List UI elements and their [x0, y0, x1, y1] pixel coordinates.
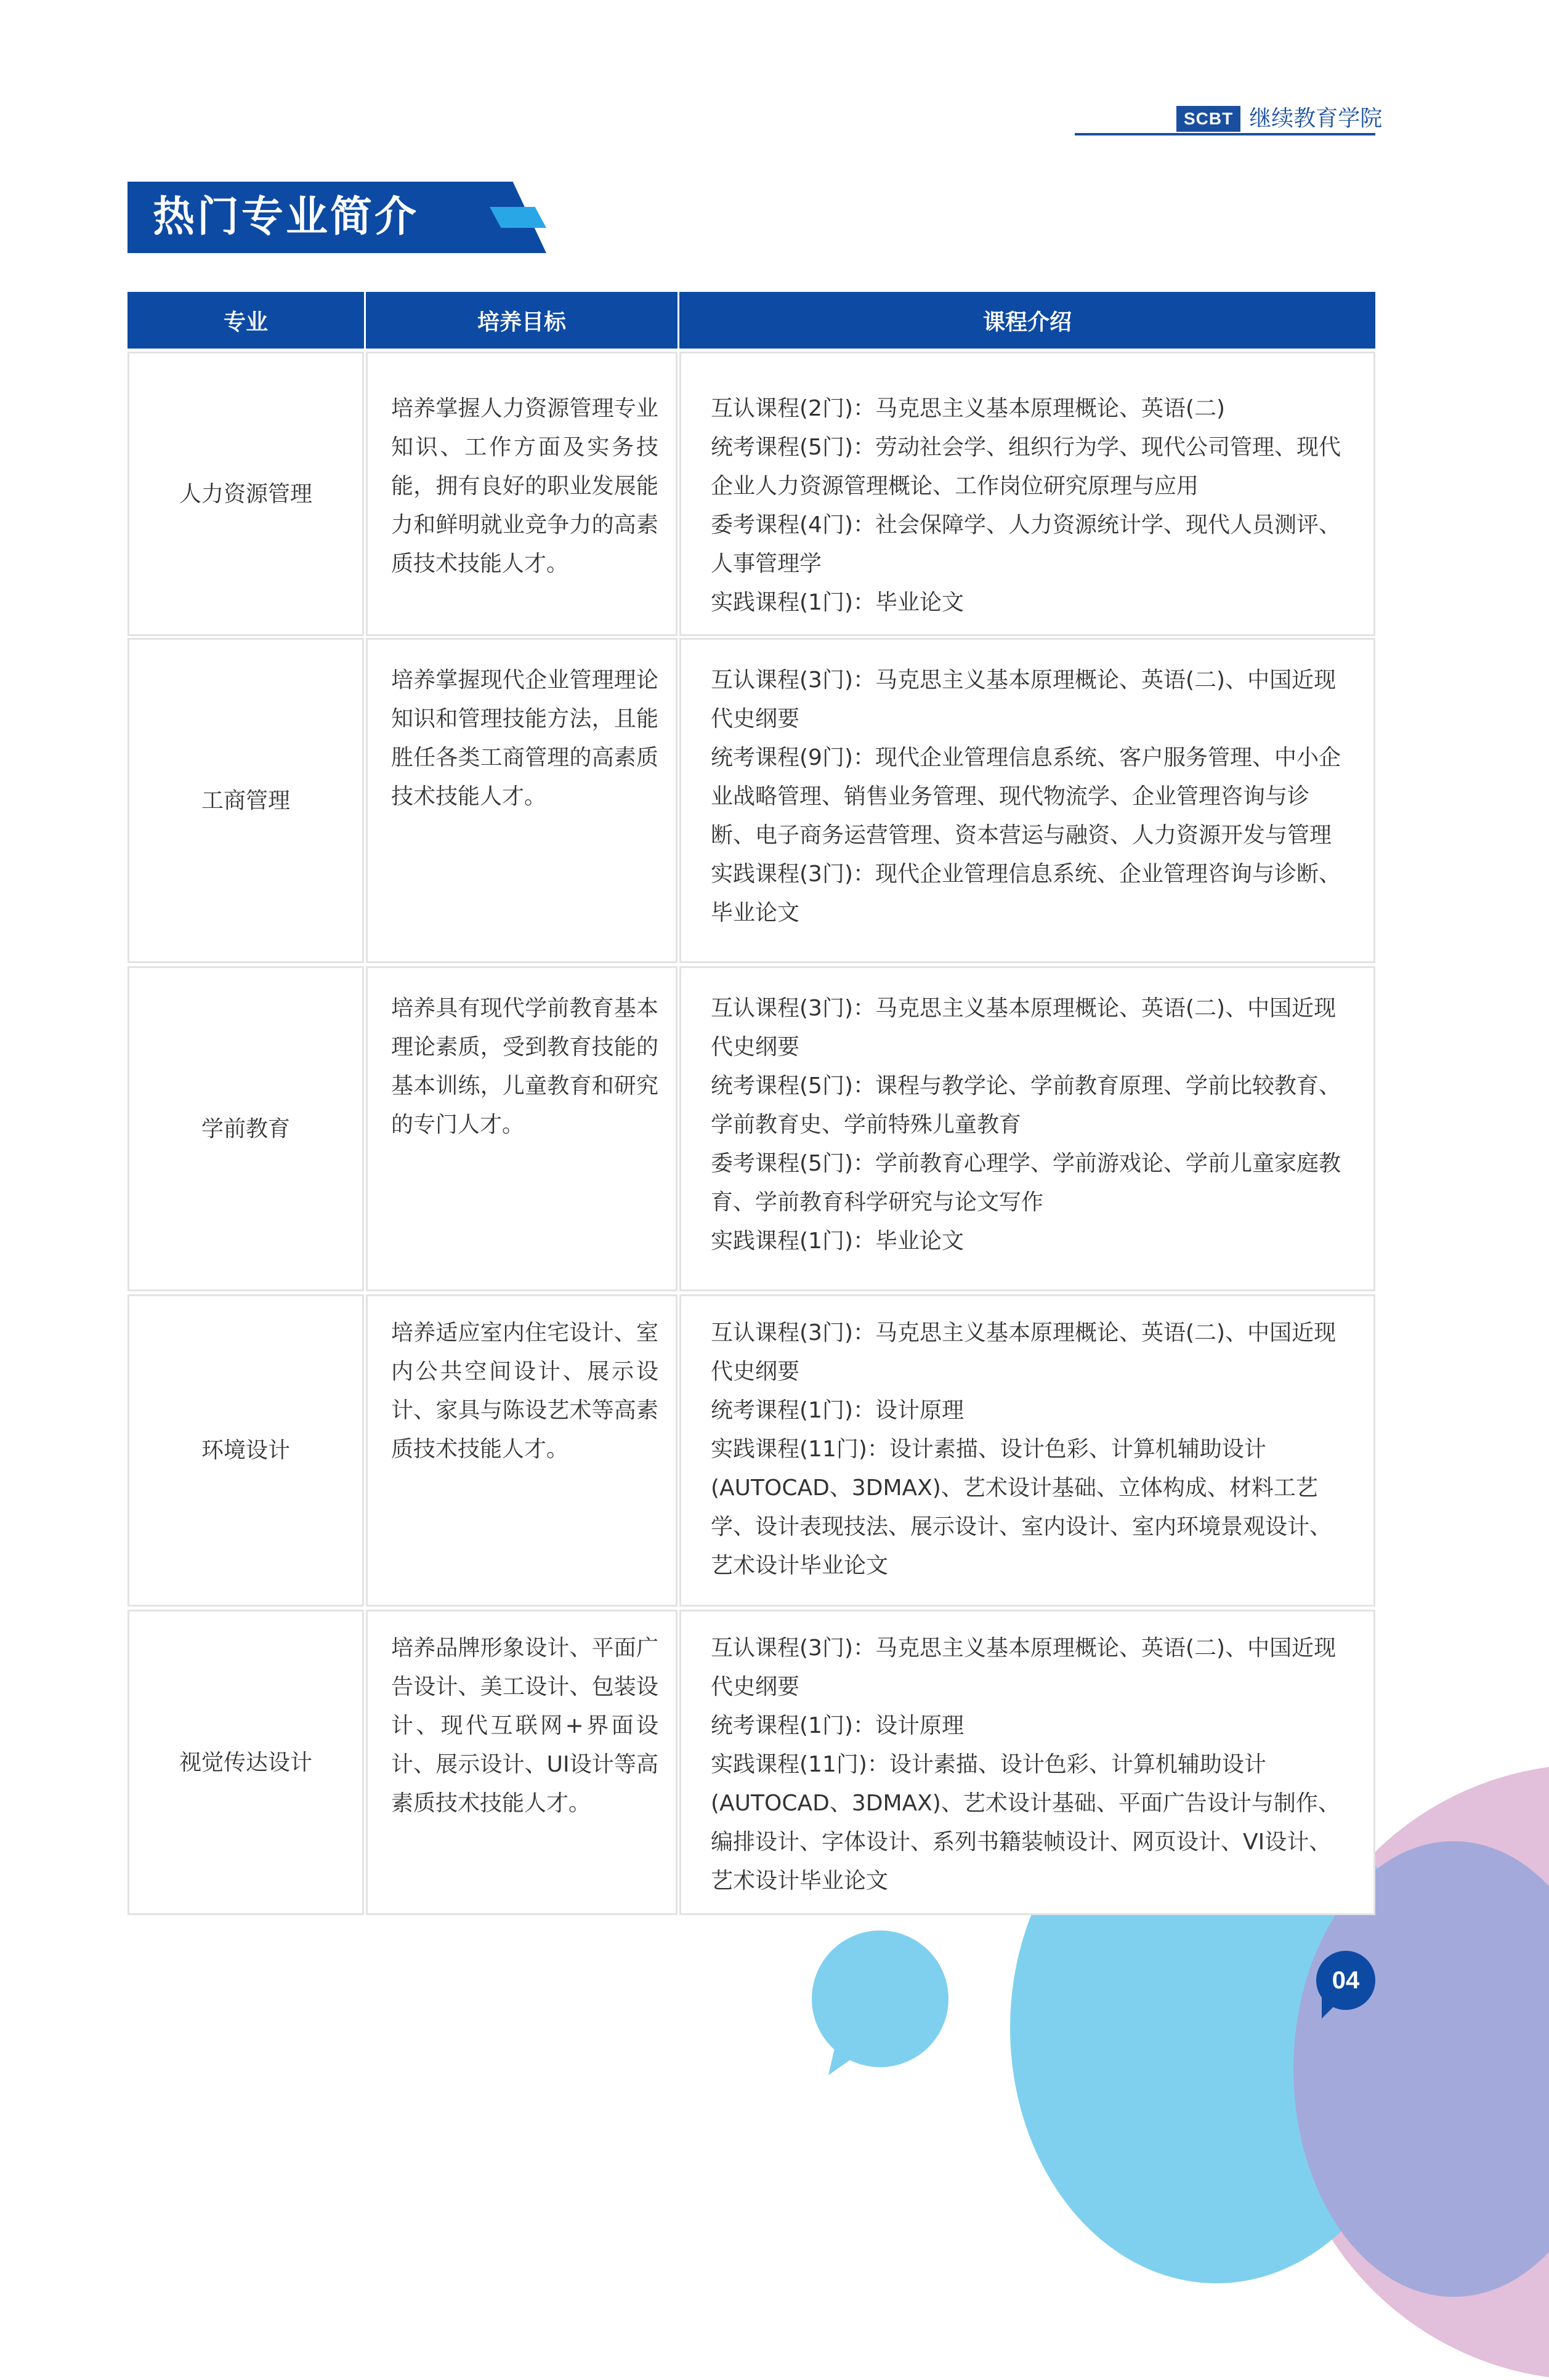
table-row	[127, 1610, 1375, 1915]
page-number: 04	[1316, 1951, 1375, 2010]
course-line: 实践课程(11门)：设计素描、设计色彩、计算机辅助设计(AUTOCAD、3DMAX)、艺术设计基础、平面广告设计与制作、编排设计、字体设计、系列书籍装帧设计、网页设计、VI设计、艺术设计毕业论文	[711, 1752, 1340, 1894]
course-line: 互认课程(3门)：马克思主义基本原理概论、英语(二)、中国近现代史纲要	[711, 996, 1337, 1060]
header-major: 专业	[127, 292, 364, 349]
course-line: 实践课程(3门)：现代企业管理信息系统、企业管理咨询与诊断、毕业论文	[711, 861, 1341, 926]
page-title: 热门专业简介	[153, 193, 419, 241]
brand-header	[1176, 106, 1382, 132]
course-line: 实践课程(11门)：设计素描、设计色彩、计算机辅助设计(AUTOCAD、3DMAX)、艺术设计基础、立体构成、材料工艺学、设计表现技法、展示设计、室内设计、室内环境景观设计、艺术设计毕业论文	[711, 1437, 1332, 1578]
course-line: 委考课程(4门)：社会保障学、人力资源统计学、现代人员测评、人事管理学	[711, 512, 1341, 576]
goal-cell: 培养适应室内住宅设计、室内公共空间设计、展示设计、家具与陈设艺术等高素质技术技能人才。	[366, 1294, 677, 1607]
course-line: 统考课程(1门)：设计原理	[711, 1713, 964, 1738]
major-cell: 环境设计	[127, 1294, 364, 1607]
course-line: 统考课程(9门)：现代企业管理信息系统、客户服务管理、中小企业战略管理、销售业务管理、现代物流学、企业管理咨询与诊断、电子商务运营管理、资本营运与融资、人力资源开发与管理	[711, 745, 1341, 848]
brand-name: 继续教育学院	[1249, 106, 1383, 131]
header-goal: 培养目标	[366, 292, 677, 349]
table-header	[127, 292, 1375, 349]
course-line: 互认课程(3门)：马克思主义基本原理概论、英语(二)、中国近现代史纲要	[711, 1320, 1337, 1384]
goal-cell: 培养品牌形象设计、平面广告设计、美工设计、包装设计、现代互联网+界面设计、展示设计、UI设计等高素质技术技能人才。	[366, 1610, 677, 1915]
course-line: 统考课程(5门)：劳动社会学、组织行为学、现代公司管理、现代企业人力资源管理概论、工作岗位研究原理与应用	[711, 435, 1341, 499]
course-line: 互认课程(2门)：马克思主义基本原理概论、英语(二)	[711, 396, 1226, 421]
table-row	[127, 966, 1375, 1291]
table-row	[127, 1294, 1375, 1607]
decor-speech-bubble	[812, 1930, 948, 2067]
courses-cell	[679, 352, 1375, 636]
goal-cell: 培养具有现代学前教育基本理论素质，受到教育技能的基本训练，儿童教育和研究的专门人才。	[366, 966, 677, 1291]
table-row	[127, 638, 1375, 963]
brand-badge: SCBT	[1176, 106, 1240, 132]
course-line: 统考课程(5门)：课程与教学论、学前教育原理、学前比较教育、学前教育史、学前特殊儿童教育	[711, 1073, 1341, 1137]
course-line: 互认课程(3门)：马克思主义基本原理概论、英语(二)、中国近现代史纲要	[711, 1636, 1337, 1700]
major-cell: 视觉传达设计	[127, 1610, 364, 1915]
courses-cell	[679, 1294, 1375, 1607]
major-cell: 人力资源管理	[127, 352, 364, 636]
major-cell: 学前教育	[127, 966, 364, 1291]
goal-cell: 培养掌握现代企业管理理论知识和管理技能方法，且能胜任各类工商管理的高素质技术技能人才。	[366, 638, 677, 963]
header-courses: 课程介绍	[679, 292, 1375, 349]
course-line: 委考课程(5门)：学前教育心理学、学前游戏论、学前儿童家庭教育、学前教育科学研究与论文写作	[711, 1151, 1341, 1215]
course-line: 统考课程(1门)：设计原理	[711, 1398, 964, 1423]
course-line: 互认课程(3门)：马克思主义基本原理概论、英语(二)、中国近现代史纲要	[711, 668, 1337, 732]
major-cell: 工商管理	[127, 638, 364, 963]
course-line: 实践课程(1门)：毕业论文	[711, 1228, 964, 1254]
courses-cell	[679, 1610, 1375, 1915]
header-divider	[1075, 133, 1375, 135]
courses-cell	[679, 966, 1375, 1291]
majors-table	[127, 292, 1375, 1915]
goal-cell: 培养掌握人力资源管理专业知识、工作方面及实务技能，拥有良好的职业发展能力和鲜明就业竞争力的高素质技术技能人才。	[366, 352, 677, 636]
courses-cell	[679, 638, 1375, 963]
table-row	[127, 352, 1375, 635]
course-line: 实践课程(1门)：毕业论文	[711, 590, 964, 615]
